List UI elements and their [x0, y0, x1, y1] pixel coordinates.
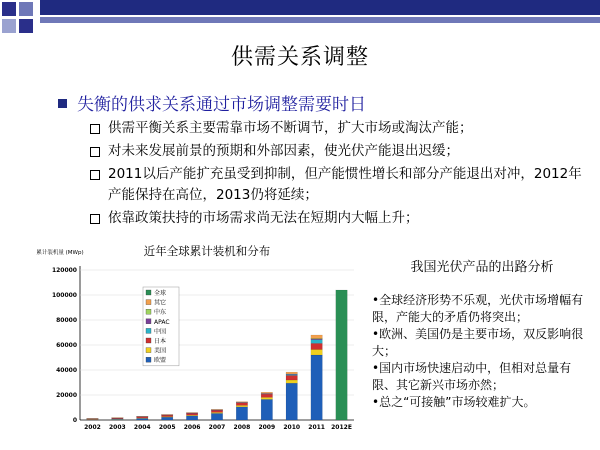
- bar-segment: [336, 290, 347, 420]
- sub-bullet: [90, 118, 590, 139]
- legend-label: 其它: [154, 299, 167, 307]
- x-tick-label: 2007: [208, 424, 226, 431]
- legend-swatch: [146, 290, 151, 295]
- y-tick-label: 20000: [56, 392, 77, 399]
- bar-segment: [161, 417, 172, 420]
- legend-label: 美国: [154, 347, 167, 355]
- square-bullet-icon: [58, 99, 67, 108]
- main-bullet: [58, 90, 366, 115]
- header-decoration: [0, 0, 600, 36]
- y-tick-label: 60000: [56, 342, 77, 349]
- x-tick-label: 2005: [158, 424, 176, 431]
- legend-swatch: [146, 357, 151, 362]
- hollow-square-bullet-icon: [90, 124, 100, 134]
- main-bullet-text: 失衡的供求关系通过市场调整需要时日: [77, 95, 366, 115]
- analysis-title: 我国光伏产品的出路分析: [410, 260, 554, 275]
- bar-segment: [236, 403, 247, 406]
- bar-segment: [311, 340, 322, 344]
- bar-segment: [261, 397, 272, 399]
- analysis-item: •总之“可接触”市场较难扩大。: [372, 395, 536, 409]
- y-tick-label: 80000: [56, 317, 77, 324]
- y-tick-label: 0: [72, 417, 77, 424]
- hollow-square-bullet-icon: [90, 147, 100, 157]
- bar-segment: [311, 350, 322, 356]
- x-tick-label: 2012E: [331, 424, 352, 431]
- sub-bullet: [90, 208, 590, 229]
- bar-segment: [236, 407, 247, 420]
- bar-segment: [211, 413, 222, 420]
- bar-segment: [236, 405, 247, 407]
- bar-segment: [236, 402, 247, 403]
- legend-label: APAC: [154, 318, 170, 326]
- x-tick-label: 2009: [258, 424, 276, 431]
- analysis-item: •欧洲、美国仍是主要市场，双反影响很大；: [372, 327, 584, 358]
- y-axis-label: 累计装机量 (MWp): [36, 250, 84, 256]
- sub-bullet-text: 对未来发展前景的预期和外部因素，使光伏产能退出迟缓；: [108, 143, 459, 159]
- bar-segment: [286, 380, 297, 383]
- bar-segment: [137, 418, 148, 420]
- bar-segment: [211, 409, 222, 410]
- sub-bullet-list: [90, 118, 590, 231]
- sub-bullet: [90, 141, 590, 162]
- legend-label: 欧盟: [154, 357, 167, 365]
- bar-segment: [261, 392, 272, 393]
- bar-segment: [286, 383, 297, 420]
- y-tick-label: 120000: [51, 267, 77, 274]
- legend-swatch: [146, 328, 151, 333]
- chart-title: 近年全球累计装机和分布: [143, 244, 271, 258]
- legend-swatch: [146, 348, 151, 353]
- legend-label: 中国: [154, 328, 167, 336]
- bar-segment: [311, 335, 322, 339]
- legend-label: 全球: [154, 290, 167, 297]
- sub-bullet-text: 2011以后产能扩充虽受到抑制，但产能惯性增长和部分产能退出对冲，2012年产能保持在高位，2013仍将延续；: [108, 166, 582, 203]
- x-tick-label: 2011: [308, 424, 325, 431]
- x-tick-label: 2006: [183, 424, 201, 431]
- bar-segment: [186, 416, 197, 420]
- slide-title: 供需关系调整: [230, 45, 369, 70]
- legend-label: 日本: [154, 338, 167, 345]
- bar-segment: [286, 372, 297, 374]
- bar-segment: [311, 343, 322, 349]
- x-tick-label: 2002: [84, 424, 101, 431]
- x-tick-label: 2004: [133, 424, 151, 431]
- legend-swatch: [146, 300, 151, 305]
- y-tick-label: 100000: [51, 292, 77, 299]
- bar-segment: [261, 399, 272, 420]
- bar-segment: [261, 394, 272, 397]
- legend-label: 中东: [154, 309, 167, 317]
- bar-segment: [311, 355, 322, 420]
- y-tick-label: 40000: [56, 367, 77, 374]
- analysis-item: •全球经济形势不乐观，光伏市场增幅有限，产能大的矛盾仍将突出；: [372, 293, 584, 324]
- analysis-item: •国内市场快速启动中，但相对总量有限、其它新兴市场亦然；: [372, 361, 572, 392]
- legend-swatch: [146, 338, 151, 343]
- hollow-square-bullet-icon: [90, 214, 100, 224]
- x-tick-label: 2008: [233, 424, 251, 431]
- analysis-list: [372, 292, 587, 412]
- sub-bullet: [90, 164, 590, 206]
- sub-bullet-text: 供需平衡关系主要需靠市场不断调节，扩大市场或淘汰产能；: [108, 120, 473, 136]
- hollow-square-bullet-icon: [90, 170, 100, 180]
- x-tick-label: 2010: [283, 424, 301, 431]
- x-tick-label: 2003: [109, 424, 126, 431]
- installed-capacity-chart: [32, 240, 360, 445]
- legend-swatch: [146, 309, 151, 314]
- sub-bullet-text: 依靠政策扶持的市场需求尚无法在短期内大幅上升；: [108, 210, 419, 226]
- legend-swatch: [146, 319, 151, 324]
- bar-segment: [286, 375, 297, 380]
